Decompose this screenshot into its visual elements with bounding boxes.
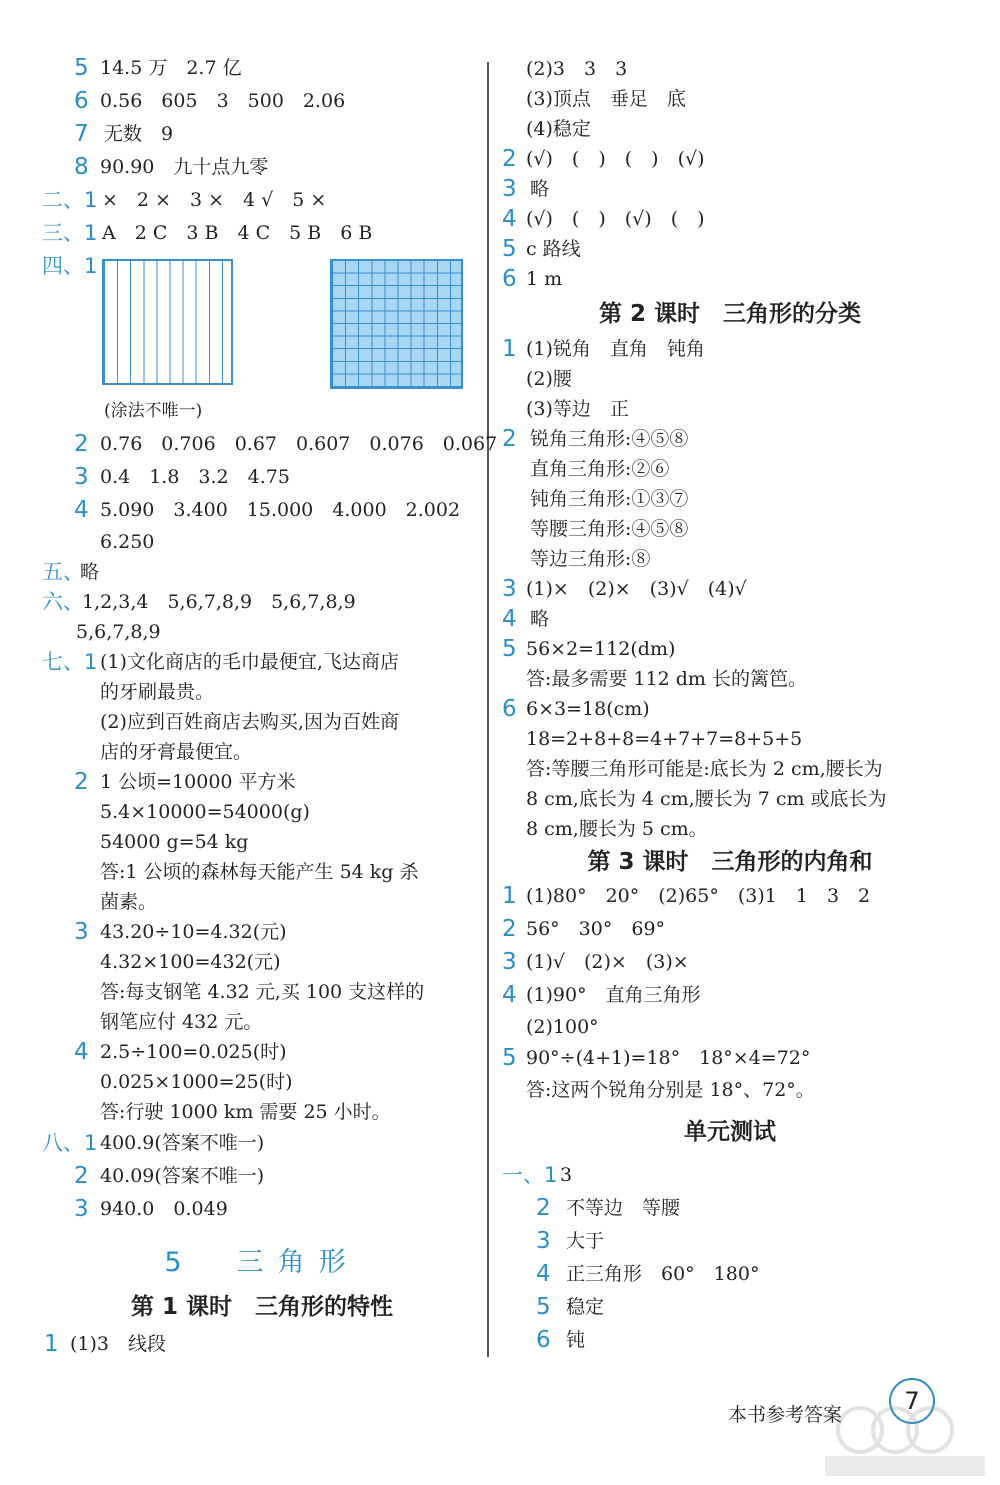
section-number: 三、1 bbox=[42, 221, 98, 245]
answer-row bbox=[42, 1328, 482, 1361]
answer-text: 菌素。 bbox=[100, 891, 158, 913]
answer-row bbox=[42, 1097, 482, 1127]
answer-row bbox=[42, 461, 482, 494]
column-divider bbox=[487, 62, 489, 1357]
answer-row bbox=[42, 617, 482, 647]
left-column bbox=[42, 52, 498, 1361]
answer-text: 90°÷(4+1)=18° 18°×4=72° bbox=[526, 1047, 811, 1069]
item-number: 5 bbox=[536, 1294, 551, 1320]
item-number: 7 bbox=[74, 121, 89, 147]
answer-text: 答:行驶 1000 km 需要 25 小时。 bbox=[100, 1101, 391, 1123]
item-number: 4 bbox=[502, 206, 517, 232]
answer-text: (2)腰 bbox=[526, 368, 572, 390]
section-number: 八、1 bbox=[42, 1131, 98, 1155]
answer-row bbox=[500, 54, 960, 84]
answer-row bbox=[500, 174, 960, 204]
item-number: 5 bbox=[74, 55, 89, 81]
lesson-title: 第 3 课时 三角形的内角和 bbox=[587, 849, 873, 875]
answer-text: (1)文化商店的毛巾最便宜,飞达商店 bbox=[100, 651, 399, 673]
answer-text: 0.4 1.8 3.2 4.75 bbox=[100, 466, 290, 488]
answer-text: (1)锐角 直角 钝角 bbox=[526, 338, 705, 360]
item-number: 3 bbox=[502, 576, 517, 602]
item-number: 2 bbox=[502, 916, 517, 942]
answer-text: 18=2+8+8=4+7+7=8+5+5 bbox=[526, 728, 803, 750]
answer-row bbox=[500, 784, 960, 814]
answer-text: 43.20÷10=4.32(元) bbox=[100, 921, 287, 943]
item-number: 4 bbox=[74, 1039, 89, 1065]
lesson-title: 第 2 课时 三角形的分类 bbox=[598, 301, 862, 327]
item-number: 5 bbox=[502, 1045, 517, 1071]
answer-row bbox=[42, 494, 482, 527]
answer-row bbox=[42, 1160, 482, 1193]
striped-square-figure bbox=[102, 259, 233, 385]
answer-row bbox=[42, 1037, 482, 1067]
item-number: 2 bbox=[536, 1195, 551, 1221]
answer-row bbox=[42, 1067, 482, 1097]
item-number: 6 bbox=[502, 696, 517, 722]
item-number: 2 bbox=[502, 426, 517, 452]
answer-text: 3 bbox=[560, 1164, 573, 1186]
item-number: 2 bbox=[74, 769, 89, 795]
gridded-square-figure bbox=[330, 259, 463, 389]
answer-row bbox=[42, 395, 482, 428]
answer-text: 答:等腰三角形可能是:底长为 2 cm,腰长为 bbox=[526, 758, 883, 780]
answer-text: 6×3=18(cm) bbox=[526, 698, 650, 720]
item-number: 6 bbox=[502, 266, 517, 292]
watermark-logo bbox=[820, 1400, 990, 1480]
item-number: 6 bbox=[536, 1327, 551, 1353]
item-number: 4 bbox=[502, 982, 517, 1008]
item-number: 4 bbox=[502, 606, 517, 632]
answer-row bbox=[42, 977, 482, 1007]
answer-row bbox=[500, 1159, 960, 1192]
answer-text: 答:最多需要 112 dm 长的篱笆。 bbox=[526, 668, 807, 690]
answer-row bbox=[42, 797, 482, 827]
item-number: 2 bbox=[74, 1163, 89, 1189]
item-number: 3 bbox=[502, 176, 517, 202]
answer-text: (√) ( ) (√) ( ) bbox=[526, 208, 705, 230]
answer-text: (1)3 线段 bbox=[70, 1333, 167, 1355]
answer-row bbox=[42, 857, 482, 887]
answer-text: 等边三角形:⑧ bbox=[530, 548, 651, 570]
answer-text: 钢笔应付 432 元。 bbox=[100, 1011, 263, 1033]
answer-text: 答:1 公顷的森林每天能产生 54 kg 杀 bbox=[100, 861, 419, 883]
answer-text: c 路线 bbox=[526, 238, 581, 260]
item-number: 3 bbox=[74, 1196, 89, 1222]
answer-row bbox=[500, 694, 960, 724]
answer-text: 稳定 bbox=[566, 1296, 605, 1318]
section-number: 二、1 bbox=[42, 188, 98, 212]
answer-text: 5,6,7,8,9 bbox=[76, 621, 161, 643]
item-number: 3 bbox=[74, 464, 89, 490]
answer-row bbox=[42, 184, 482, 217]
item-number: 5 bbox=[502, 636, 517, 662]
answer-row bbox=[500, 424, 960, 454]
answer-row bbox=[500, 84, 960, 114]
chapter-title: 5 三角形 bbox=[164, 1247, 360, 1278]
answer-row bbox=[500, 454, 960, 484]
answer-row bbox=[42, 887, 482, 917]
answer-row bbox=[42, 1193, 482, 1226]
item-number: 2 bbox=[74, 431, 89, 457]
item-number: 3 bbox=[502, 949, 517, 975]
answer-row bbox=[500, 544, 960, 574]
answer-text: 钝角三角形:①③⑦ bbox=[530, 488, 689, 510]
answer-row bbox=[42, 947, 482, 977]
answer-row bbox=[500, 394, 960, 424]
answer-row bbox=[500, 114, 960, 144]
answer-text: 14.5 万 2.7 亿 bbox=[100, 57, 242, 79]
section-number: 七、1 bbox=[42, 650, 98, 674]
answer-row bbox=[500, 814, 960, 844]
answer-text: 答:这两个锐角分别是 18°、72°。 bbox=[526, 1079, 815, 1101]
answer-text: 56° 30° 69° bbox=[526, 918, 666, 940]
answer-row bbox=[42, 527, 482, 557]
answer-row bbox=[42, 827, 482, 857]
answer-text: 0.025×1000=25(时) bbox=[100, 1071, 293, 1093]
answer-row bbox=[500, 144, 960, 174]
section-number: 四、1 bbox=[42, 254, 98, 278]
answer-text: 4.32×100=432(元) bbox=[100, 951, 281, 973]
answer-row bbox=[42, 1127, 482, 1160]
answer-text: (1)90° 直角三角形 bbox=[526, 984, 701, 1006]
answer-text: 答:每支钢笔 4.32 元,买 100 支这样的 bbox=[100, 981, 425, 1003]
answer-text: 8 cm,底长为 4 cm,腰长为 7 cm 或底长为 bbox=[526, 788, 887, 810]
answer-row bbox=[42, 677, 482, 707]
answer-row bbox=[42, 707, 482, 737]
answer-row bbox=[500, 754, 960, 784]
answer-text: 5.090 3.400 15.000 4.000 2.002 bbox=[100, 499, 461, 521]
answer-row bbox=[42, 647, 482, 677]
answer-text: (1)80° 20° (2)65° (3)1 1 3 2 bbox=[526, 885, 871, 907]
answer-row bbox=[500, 634, 960, 664]
item-number: 6 bbox=[74, 88, 89, 114]
answer-text: 不等边 等腰 bbox=[566, 1197, 681, 1219]
right-column bbox=[500, 54, 960, 1357]
section-number: 六、 bbox=[42, 590, 84, 614]
answer-row bbox=[500, 204, 960, 234]
answer-text: 大于 bbox=[566, 1230, 605, 1252]
answer-text: 400.9(答案不唯一) bbox=[100, 1132, 265, 1154]
answer-row bbox=[42, 557, 482, 587]
answer-row bbox=[42, 767, 482, 797]
answer-row bbox=[42, 917, 482, 947]
page-number: 7 bbox=[889, 1378, 935, 1424]
answer-text: 1,2,3,4 5,6,7,8,9 5,6,7,8,9 bbox=[82, 591, 356, 613]
answer-row bbox=[500, 1192, 960, 1225]
answer-text: 8 cm,腰长为 5 cm。 bbox=[526, 818, 708, 840]
answer-text: 正三角形 60° 180° bbox=[566, 1263, 760, 1285]
answer-row bbox=[500, 1012, 960, 1042]
answer-text: (2)100° bbox=[526, 1016, 599, 1038]
answer-text: 的牙刷最贵。 bbox=[100, 681, 215, 703]
answer-text: (√) ( ) ( ) (√) bbox=[526, 148, 705, 170]
answer-text: 钝 bbox=[566, 1329, 586, 1351]
answer-text: 2.5÷100=0.025(时) bbox=[100, 1041, 287, 1063]
answer-text: 6.250 bbox=[100, 531, 155, 553]
item-number: 2 bbox=[502, 146, 517, 172]
answer-text: (3)等边 正 bbox=[526, 398, 629, 420]
answer-row bbox=[42, 217, 482, 250]
answer-text: 略 bbox=[80, 561, 100, 583]
answer-row bbox=[500, 664, 960, 694]
answer-row bbox=[500, 946, 960, 979]
answer-row bbox=[500, 1324, 960, 1357]
answer-text: (3)顶点 垂足 底 bbox=[526, 88, 686, 110]
answer-row bbox=[42, 85, 482, 118]
unit-test-title: 单元测试 bbox=[684, 1119, 776, 1145]
answer-row bbox=[500, 724, 960, 754]
answer-text: 1 公顷=10000 平方米 bbox=[100, 771, 296, 793]
answer-row bbox=[500, 1258, 960, 1291]
item-number: 1 bbox=[502, 883, 517, 909]
item-number: 3 bbox=[74, 919, 89, 945]
item-number: 1 bbox=[502, 336, 517, 362]
answer-row bbox=[500, 604, 960, 634]
answer-text: (4)稳定 bbox=[526, 118, 591, 140]
answer-text: (2)应到百姓商店去购买,因为百姓商 bbox=[100, 711, 399, 733]
footer-label: 本书参考答案 bbox=[728, 1404, 843, 1426]
answer-text: 略 bbox=[530, 608, 550, 630]
answer-text: 略 bbox=[530, 178, 550, 200]
answer-text: 56×2=112(dm) bbox=[526, 638, 676, 660]
note-text: (涂法不唯一) bbox=[104, 401, 203, 421]
answer-text: (2)3 3 3 bbox=[526, 58, 628, 80]
item-number: 4 bbox=[74, 497, 89, 523]
answer-text: 锐角三角形:④⑤⑧ bbox=[530, 428, 689, 450]
answer-row bbox=[42, 428, 498, 461]
answer-row bbox=[500, 364, 960, 394]
item-number: 1 bbox=[44, 1331, 59, 1357]
answer-text: 54000 g=54 kg bbox=[100, 831, 249, 853]
answer-text: 直角三角形:②⑥ bbox=[530, 458, 670, 480]
answer-row bbox=[42, 52, 482, 85]
answer-text: 5.4×10000=54000(g) bbox=[100, 801, 310, 823]
lesson-title: 第 1 课时 三角形的特性 bbox=[130, 1294, 394, 1320]
answer-text: (1)√ (2)× (3)× bbox=[526, 951, 689, 973]
answer-row bbox=[500, 234, 960, 264]
answer-text: 1 m bbox=[526, 268, 563, 290]
answer-text: 40.09(答案不唯一) bbox=[100, 1165, 265, 1187]
answer-text: 店的牙膏最便宜。 bbox=[100, 741, 253, 763]
answer-text: 0.76 0.706 0.67 0.607 0.076 0.067 bbox=[100, 433, 498, 455]
answer-row bbox=[500, 574, 960, 604]
section-number: 一、1 bbox=[502, 1163, 558, 1187]
item-number: 5 bbox=[502, 236, 517, 262]
answer-row bbox=[42, 737, 482, 767]
answer-text: 940.0 0.049 bbox=[100, 1198, 228, 1220]
answer-text: (1)× (2)× (3)√ (4)√ bbox=[526, 578, 747, 600]
answer-row bbox=[500, 1225, 960, 1258]
answer-row bbox=[500, 1075, 960, 1105]
answer-row bbox=[500, 1291, 960, 1324]
item-number: 4 bbox=[536, 1261, 551, 1287]
answer-row bbox=[500, 913, 960, 946]
answer-row bbox=[500, 334, 960, 364]
answer-text: × 2 × 3 × 4 √ 5 × bbox=[102, 189, 327, 211]
answer-row bbox=[42, 151, 482, 184]
answer-text: A 2 C 3 B 4 C 5 B 6 B bbox=[102, 222, 373, 244]
answer-text: 无数 9 bbox=[104, 123, 174, 145]
answer-text: 等腰三角形:④⑤⑧ bbox=[530, 518, 689, 540]
answer-row bbox=[500, 264, 960, 294]
answer-text: 0.56 605 3 500 2.06 bbox=[100, 90, 346, 112]
answer-text: 90.90 九十点九零 bbox=[100, 156, 269, 178]
item-number: 8 bbox=[74, 154, 89, 180]
answer-row bbox=[500, 979, 960, 1012]
answer-row bbox=[42, 118, 482, 151]
answer-row bbox=[42, 587, 482, 617]
answer-row bbox=[500, 514, 960, 544]
answer-row bbox=[500, 1042, 960, 1075]
answer-row bbox=[500, 484, 960, 514]
answer-row bbox=[42, 1007, 482, 1037]
section-number: 五、 bbox=[42, 560, 84, 584]
item-number: 3 bbox=[536, 1228, 551, 1254]
answer-row bbox=[500, 880, 960, 913]
